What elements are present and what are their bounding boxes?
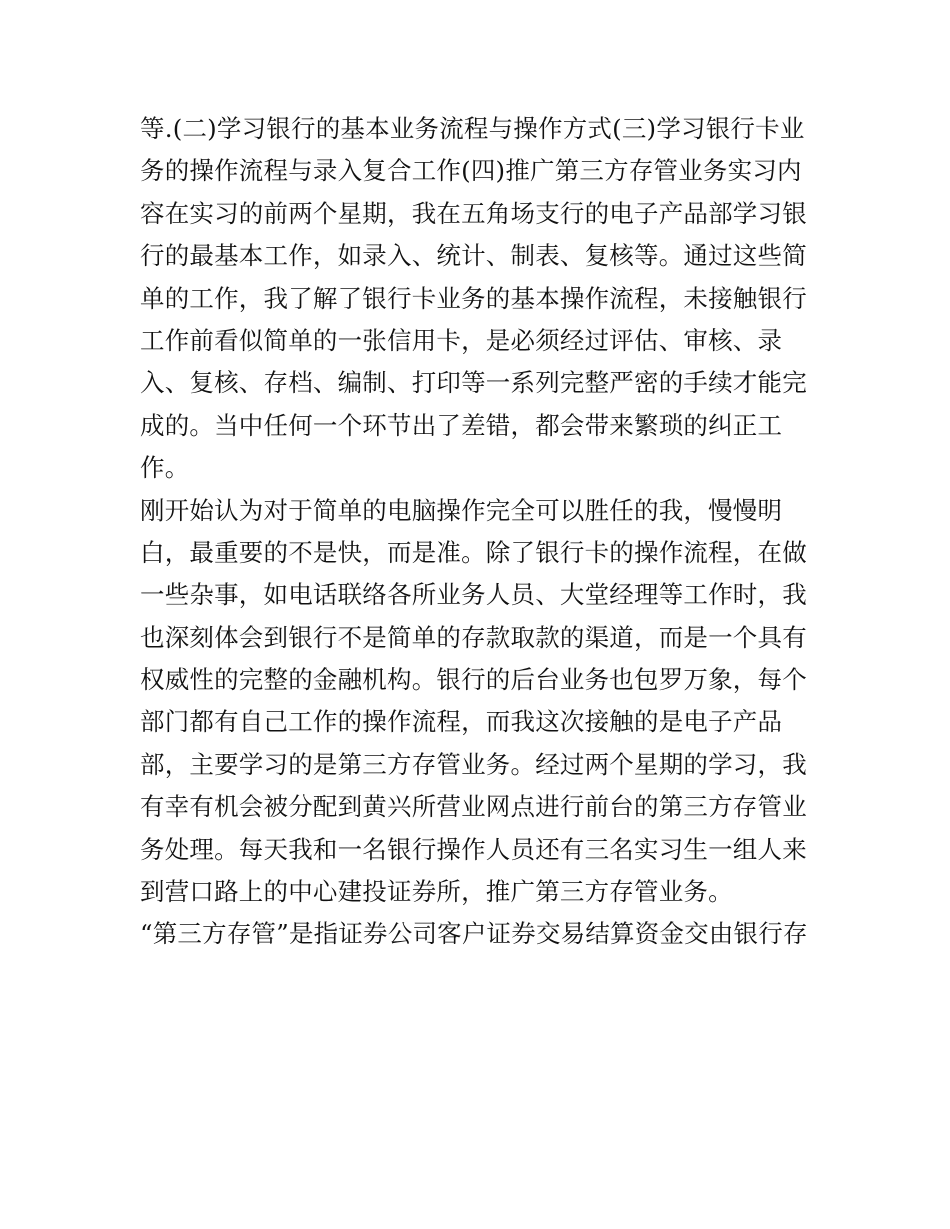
text-line: 成的。当中任何一个环节出了差错，都会带来繁琐的纠正工 (140, 410, 783, 440)
text-line: 部，主要学习的是第三方存管业务。经过两个星期的学习，我 (140, 749, 807, 779)
text-line: 务处理。每天我和一名银行操作人员还有三名实习生一组人来 (140, 834, 807, 864)
text-line: 容在实习的前两个星期，我在五角场支行的电子产品部学习银 (140, 198, 807, 228)
text-line: 有幸有机会被分配到黄兴所营业网点进行前台的第三方存管业 (140, 792, 807, 822)
text-line: 等.(二)学习银行的基本业务流程与操作方式(三)学习银行卡业 (140, 114, 805, 143)
text-line: 行的最基本工作，如录入、统计、制表、复核等。通过这些简 (140, 241, 807, 271)
text-line: 到营口路上的中心建投证券所，推广第三方存管业务。 (140, 877, 733, 907)
text-line: 作。 (140, 453, 190, 483)
text-line: 也深刻体会到银行不是简单的存款取款的渠道，而是一个具有 (140, 622, 807, 652)
text-line: 入、复核、存档、编制、打印等一系列完整严密的手续才能完 (140, 368, 807, 398)
text-line: 部门都有自己工作的操作流程，而我这次接触的是电子产品 (140, 707, 783, 737)
text-line: 务的操作流程与录入复合工作(四)推广第三方存管业务实习内 (140, 156, 802, 186)
document-body (140, 108, 820, 956)
text-line: 刚开始认为对于简单的电脑操作完全可以胜任的我，慢慢明 (140, 495, 783, 525)
text-line: 单的工作，我了解了银行卡业务的基本操作流程，未接触银行 (140, 283, 807, 313)
text-line: 工作前看似简单的一张信用卡，是必须经过评估、审核、录 (140, 325, 783, 355)
text-line: 权威性的完整的金融机构。银行的后台业务也包罗万象，每个 (140, 665, 807, 695)
text-line: “第三方存管”是指证券公司客户证券交易结算资金交由银行存 (140, 919, 808, 949)
text-line: 一些杂事，如电话联络各所业务人员、大堂经理等工作时，我 (140, 580, 807, 610)
text-line: 白，最重要的不是快，而是准。除了银行卡的操作流程，在做 (140, 537, 807, 567)
